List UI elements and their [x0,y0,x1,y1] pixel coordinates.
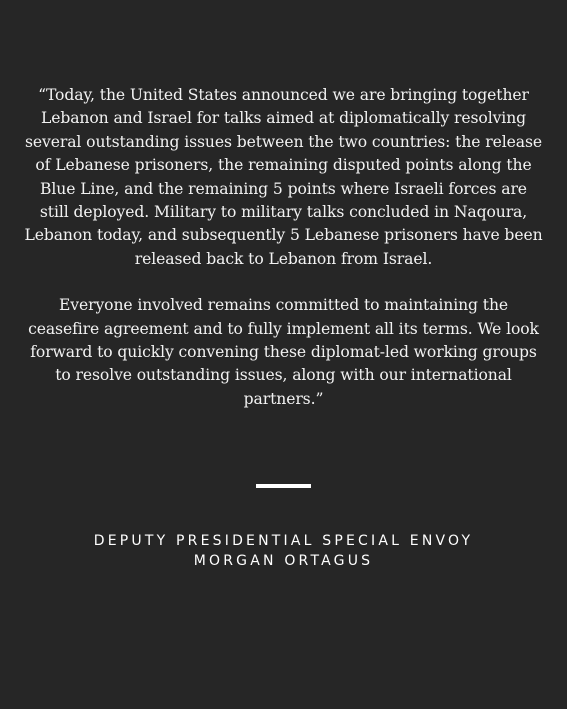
quote-paragraph-1: “Today, the United States announced we are bringing together Lebanon and Israel for talks aimed at diplomatically resolving several outstanding issues between the two countries: the release of Lebanese prisoners, the remaining disputed points along the Blue Line, and the remaining 5 points where Israeli forces are still deployed. Military to military talks concluded in Naqoura, Lebanon today, and subsequently 5 Lebanese prisoners have been released back to Lebanon from Israel. [24,86,543,268]
attribution-block [0,531,567,571]
quote-paragraph-2: Everyone involved remains committed to maintaining the ceasefire agreement and to fully implement all its terms. We look forward to quickly convening these diplomat-led working groups to resolve outstanding issues, along with our international partners.” [28,296,539,408]
divider-line [256,484,311,488]
quote-block [24,84,543,411]
speaker-name: MORGAN ORTAGUS [193,553,374,569]
speaker-title: DEPUTY PRESIDENTIAL SPECIAL ENVOY [93,533,474,549]
